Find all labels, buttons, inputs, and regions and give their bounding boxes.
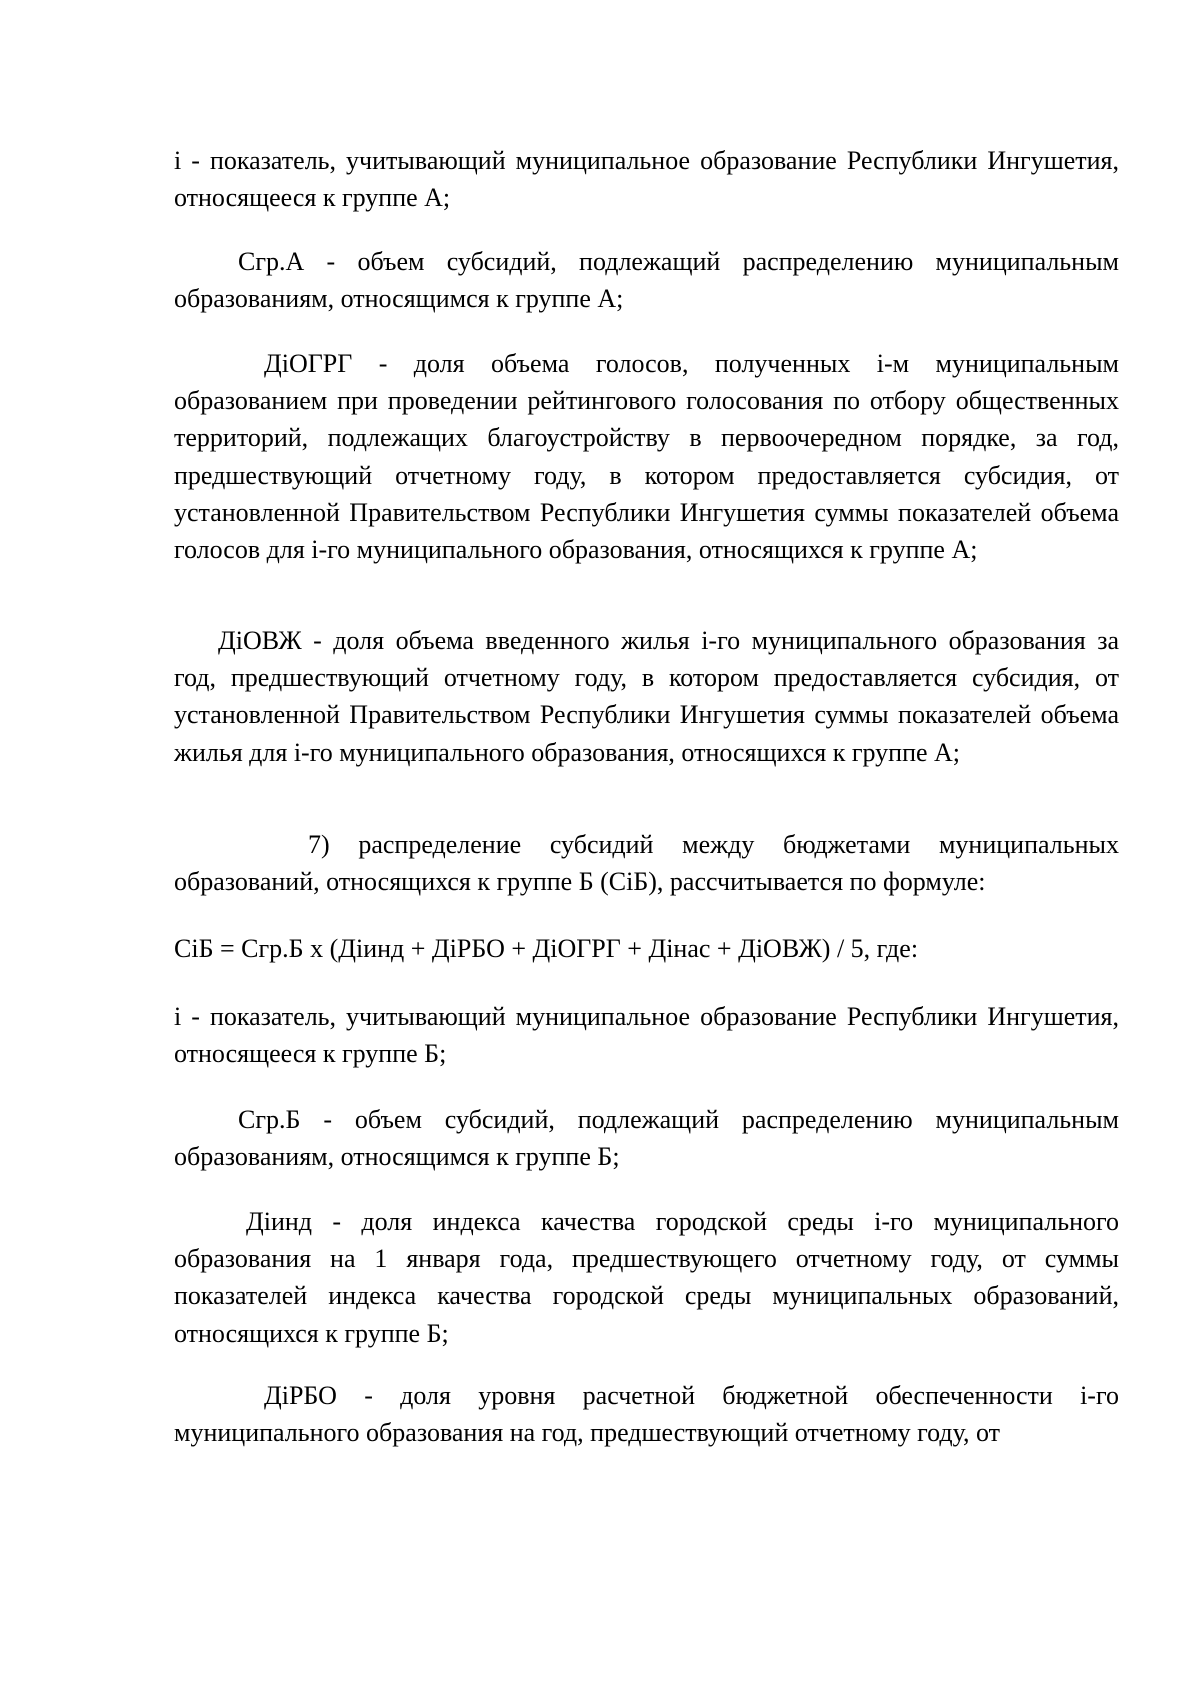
formula-sib: СiБ = Сгр.Б х (Дiинд + ДiРБО + ДiОГРГ + Дiнас + ДiОВЖ) / 5, где: (174, 934, 919, 963)
paragraph-diind: Дiинд - доля индекса качества городской среды i-го муниципального образования на 1 января года, предшествующего отчетному году, от суммы показателей индекса качества городской среды муниципальных образований, относящихся к группе Б; (174, 1207, 1119, 1348)
paragraph-i-group-a: i - показатель, учитывающий муниципальное образование Республики Ингушетия, относящееся к группе А; (174, 146, 1119, 213)
paragraph-dirbo: ДiРБО - доля уровня расчетной бюджетной обеспеченности i-го муниципального образования на год, предшествующий отчетному году, от (174, 1381, 1119, 1448)
paragraph-diovzh-a: ДiОВЖ - доля объема введенного жилья i-го муниципального образования за год, предшествующий отчетному году, в котором предоставляется субсидия, от установленной Правительством Республики Ингушетия суммы показателей объема жилья для i-го муниципального образования, относящихся к группе А; (174, 626, 1119, 767)
paragraph-diogrg-a: ДiОГРГ - доля объема голосов, полученных i-м муниципальным образованием при проведении рейтингового голосования по отбору общественных территорий, подлежащих благоустройству в первоочередном порядке, за год, предшествующий отчетному году, в котором предоставляется субсидия, от установленной Правительством Республики Ингушетия суммы показателей объема голосов для i-го муниципального образования, относящихся к группе А; (174, 349, 1119, 565)
paragraph-sgr-b: Сгр.Б - объем субсидий, подлежащий распределению муниципальным образованиям, относящимся к группе Б; (174, 1105, 1119, 1172)
paragraph-sgr-a: Сгр.А - объем субсидий, подлежащий распределению муниципальным образованиям, относящимся к группе А; (174, 247, 1119, 314)
paragraph-i-group-b: i - показатель, учитывающий муниципальное образование Республики Ингушетия, относящееся к группе Б; (174, 1002, 1119, 1069)
paragraph-item-7: 7) распределение субсидий между бюджетами муниципальных образований, относящихся к группе Б (СiБ), рассчитывается по формуле: (174, 830, 1119, 897)
